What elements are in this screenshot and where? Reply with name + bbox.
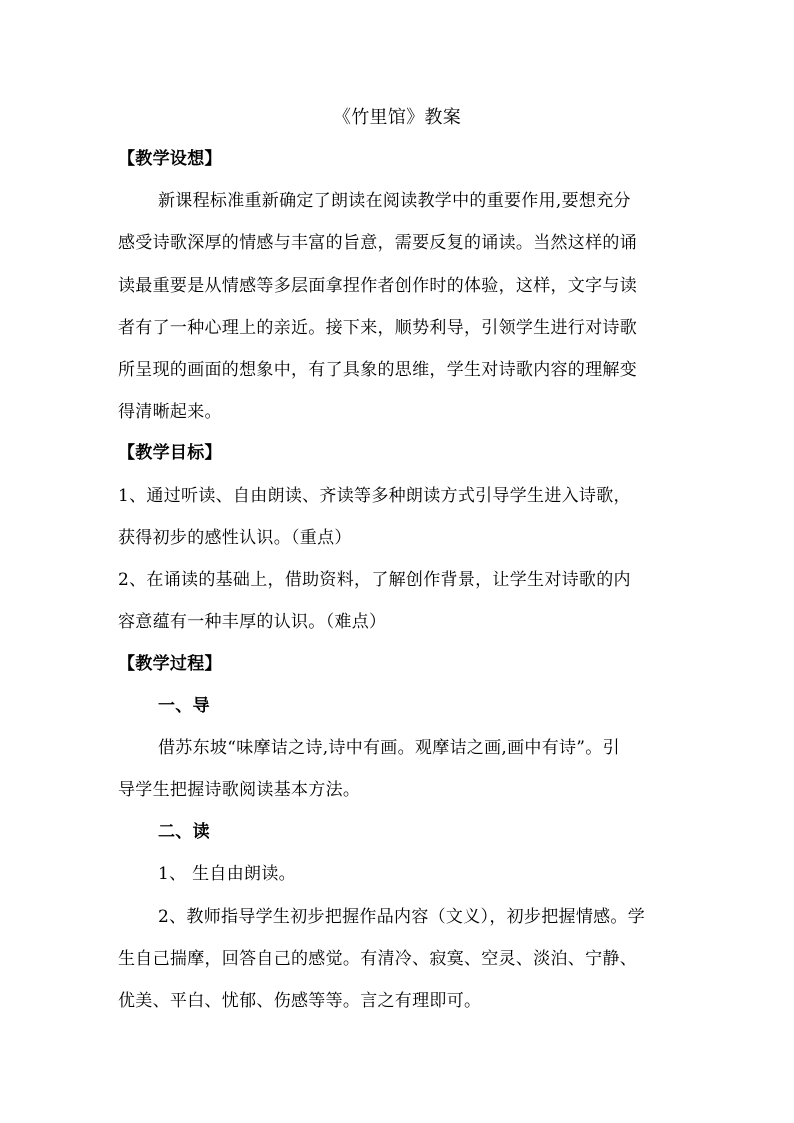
document-title: 《竹里馆》教案 [332, 107, 462, 128]
process-line: 1、 生自由朗读。 [158, 864, 296, 884]
paragraph-line: 所呈现的画面的想象中，有了具象的思维，学生对诗歌内容的理解变 [118, 360, 637, 380]
process-line: 导学生把握诗歌阅读基本方法。 [118, 780, 361, 800]
goal-line: 1、通过听读、自由朗读、齐读等多种朗读方式引导学生进入诗歌， [118, 486, 631, 506]
section-heading-teaching-concept: 【教学设想】 [118, 149, 222, 169]
paragraph-line: 读最重要是从情感等多层面拿捏作者创作时的体验，这样，文字与读 [118, 276, 637, 296]
paragraph-line: 得清晰起来。 [118, 402, 222, 422]
section-heading-teaching-process: 【教学过程】 [118, 654, 222, 674]
paragraph-line: 者有了一种心理上的亲近。接下来，顺势利导，引领学生进行对诗歌 [118, 318, 637, 338]
goal-line: 容意蕴有一种丰厚的认识。（难点） [118, 612, 387, 632]
goal-line: 获得初步的感性认识。（重点） [118, 528, 352, 548]
process-line: 优美、平白、忧郁、伤感等等。言之有理即可。 [118, 991, 482, 1011]
process-line: 2、教师指导学生初步把握作品内容（文义），初步把握情感。学 [158, 907, 646, 927]
goal-line: 2、在诵读的基础上，借助资料，了解创作背景，让学生对诗歌的内 [118, 570, 631, 590]
subsection-heading-intro: 一、导 [158, 696, 210, 716]
process-line: 生自己揣摩，回答自己的感觉。有清冷、寂寞、空灵、淡泊、宁静、 [118, 949, 637, 969]
section-heading-teaching-goals: 【教学目标】 [118, 443, 222, 463]
paragraph-line: 新课程标准重新确定了朗读在阅读教学中的重要作用,要想充分 [158, 191, 631, 211]
paragraph-line: 感受诗歌深厚的情感与丰富的旨意，需要反复的诵读。当然这样的诵 [118, 233, 637, 253]
subsection-heading-read: 二、读 [158, 822, 210, 842]
process-line: 借苏东坡“味摩诘之诗,诗中有画。观摩诘之画,画中有诗”。引 [158, 738, 620, 758]
